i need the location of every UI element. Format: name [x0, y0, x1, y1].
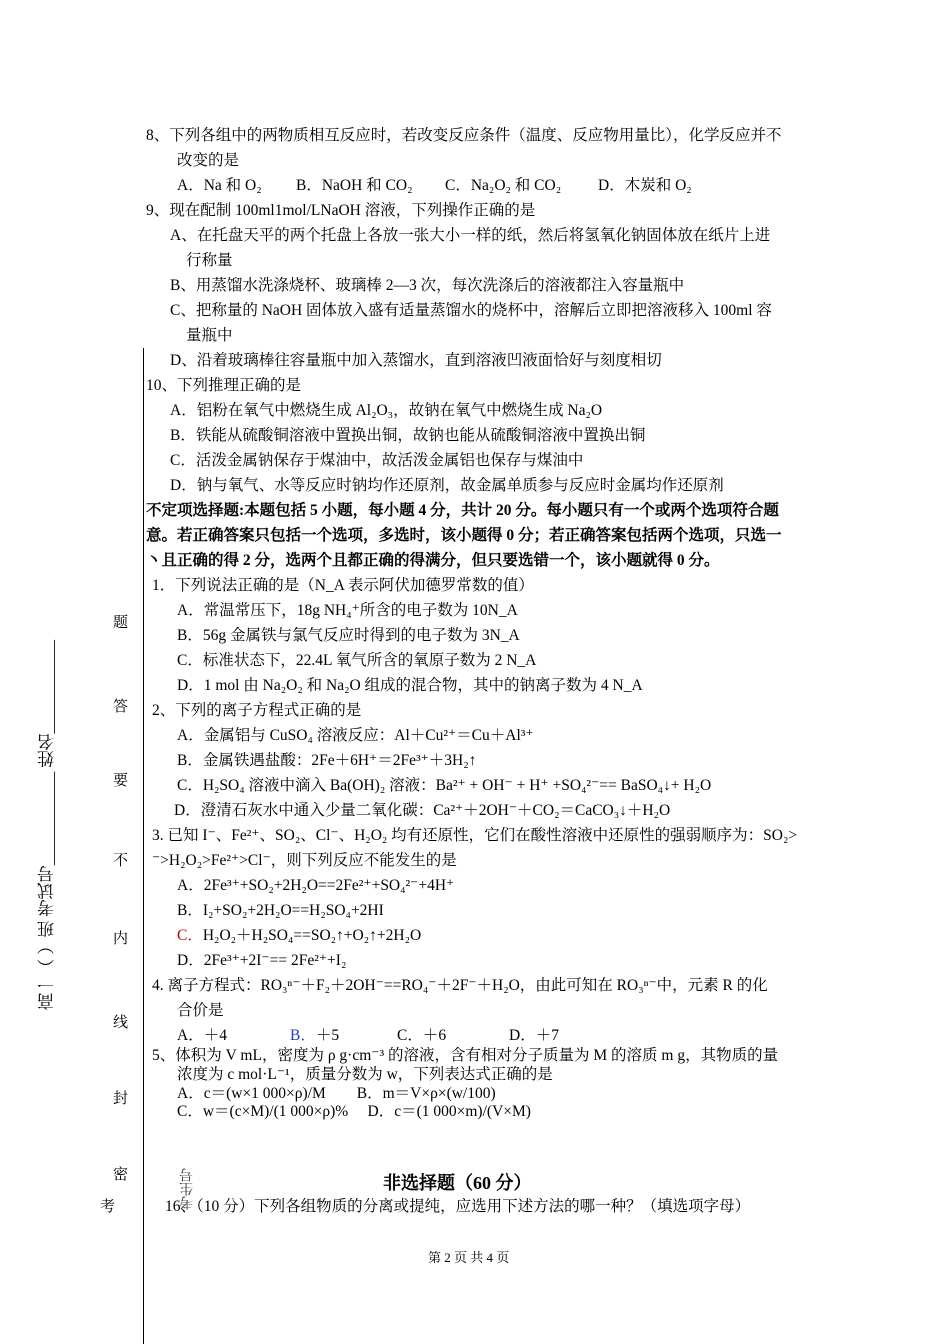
page-footer: 第 2 页 共 4 页 [428, 1250, 510, 1265]
q8-option-b: B．NaOH 和 CO₂ [296, 177, 413, 194]
m5-stem-line1: 5、体积为 V mL，密度为 ρ g·cm⁻³ 的溶液，含有相对分子质量为 M 的溶质 m g，其物质的量 [152, 1047, 779, 1064]
q8-stem-line2: 改变的是 [177, 152, 240, 169]
seal-char-4: 不 [113, 853, 129, 869]
m1-stem: 1．下列说法正确的是（N_A 表示阿伏加德罗常数的值） [152, 577, 534, 594]
q8-stem-line1: 8、下列各组中的两物质相互反应时，若改变反应条件（温度、反应物用量比），化学反应并不 [146, 127, 782, 144]
m3-option-c-letter: C． [177, 927, 203, 944]
seal-char-7: 封 [113, 1091, 129, 1107]
m2-option-c: C．H₂SO₄ 溶液中滴入 Ba(OH)₂ 溶液：Ba²⁺ + OH⁻ + H⁺ +SO₄²⁻== BaSO₄↓+ H₂O [177, 777, 712, 794]
part2-title: 非选择题（60 分） [383, 1173, 532, 1193]
m3-option-c-text: H₂O₂＋H₂SO₄==SO₂↑+O₂↑+2H₂O [202, 927, 422, 944]
q9-stem: 9、现在配制 100ml1mol/LNaOH 溶液，下列操作正确的是 [146, 202, 536, 219]
section-instruction-line2: 意。若正确答案只包括一个选项，多选时，该小题得 0 分；若正确答案包括两个选项，只选一 [146, 527, 782, 544]
m3-stem-line1: 3. 已知 I⁻、Fe²⁺、SO₂、Cl⁻、H₂O₂ 均有还原性，它们在酸性溶液中还原性的强弱顺序为：SO₂> [152, 827, 798, 844]
m2-stem: 2、下列的离子方程式正确的是 [152, 702, 362, 719]
m4-option-d: D．＋7 [509, 1027, 559, 1044]
q10-option-a: A．铝粉在氧气中燃烧生成 Al₂O₃，故钠在氧气中燃烧生成 Na₂O [170, 402, 603, 419]
seal-char-8: 密 [113, 1167, 129, 1183]
m4-stem-line1: 4. 离子方程式：RO₃ⁿ⁻＋F₂＋2OH⁻==RO₄⁻＋2F⁻＋H₂O，由此可知在 RO₃ⁿ⁻中，元素 R 的化 [152, 977, 768, 994]
seal-char-3: 要 [113, 773, 129, 789]
m4-option-b-letter: B． [290, 1027, 316, 1044]
q9-option-c-line1: C、把称量的 NaOH 固体放入盛有适量蒸馏水的烧杯中，溶解后立即把溶液移入 100ml 容 [170, 302, 772, 319]
m4-stem-line2: 合价是 [177, 1002, 224, 1019]
q10-option-d: D．钠与氧气、水等反应时钠均作还原剂，故金属单质参与反应时金属均作还原剂 [170, 477, 724, 494]
m4-option-a: A．＋4 [177, 1027, 227, 1044]
q10-option-c: C．活泼金属钠保存于煤油中，故活泼金属铝也保存与煤油中 [170, 452, 584, 469]
m1-option-d: D．1 mol 由 Na₂O₂ 和 Na₂O 组成的混合物，其中的钠离子数为 4 N_A [177, 677, 643, 694]
binding-line [143, 348, 144, 1344]
q8-option-a: A．Na 和 O₂ [177, 177, 262, 194]
m2-option-b: B．金属铁遇盐酸：2Fe＋6H⁺＝2Fe³⁺＋3H₂↑ [177, 752, 477, 769]
seal-char-2: 答 [113, 699, 129, 715]
q10-stem: 10、下列推理正确的是 [146, 377, 302, 394]
q9-option-d: D、沿着玻璃棒往容量瓶中加入蒸馏水，直到溶液凹液面恰好与刻度相切 [170, 352, 662, 369]
q10-option-b: B．铁能从硫酸铜溶液中置换出铜，故钠也能从硫酸铜溶液中置换出铜 [170, 427, 646, 444]
seal-char-6: 线 [113, 1015, 129, 1031]
m2-option-d: D．澄清石灰水中通入少量二氧化碳：Ca²⁺＋2OH⁻＋CO₂＝CaCO₃↓＋H₂O [174, 802, 671, 819]
q9-option-a-line2: 行称量 [186, 252, 233, 269]
q16-stem: 16、（10 分）下列各组物质的分离或提纯，应选用下述方法的哪一种？（填选项字母） [165, 1198, 751, 1215]
m4-option-c: C．＋6 [397, 1027, 447, 1044]
q8-option-d: D．木炭和 O₂ [598, 177, 692, 194]
margin-bottom-char: 考 [100, 1199, 116, 1215]
m3-option-b: B．I₂+SO₂+2H₂O==H₂SO₄+2HI [177, 902, 384, 919]
q9-option-c-line2: 量瓶中 [186, 327, 233, 344]
seal-char-5: 内 [113, 931, 129, 947]
section-instruction-line3: 丶且正确的得 2 分，选两个且都正确的得满分，但只要选错一个，该小题就得 0 分。 [146, 552, 720, 569]
class-id-name-line: 高一（ ）班 考试号___________ 姓名___________ [38, 640, 57, 1010]
m3-option-d: D．2Fe³⁺+2I⁻== 2Fe²⁺+I₂ [177, 952, 347, 969]
m3-stem-line2: ⁻>H₂O₂>Fe²⁺>Cl⁻，则下列反应不能发生的是 [152, 852, 457, 869]
seal-char-1: 题 [113, 615, 129, 631]
q8-option-c: C．Na₂O₂ 和 CO₂ [445, 177, 562, 194]
q9-option-b: B、用蒸馏水洗涤烧杯、玻璃棒 2—3 次，每次洗涤后的溶液都注入容量瓶中 [170, 277, 685, 294]
m4-option-b [290, 1026, 339, 1046]
m1-option-b: B．56g 金属铁与氯气反应时得到的电子数为 3N_A [177, 627, 520, 644]
m3-option-c [177, 926, 421, 946]
m5-options-ab: A．c＝(w×1 000×ρ)/M B．m＝V×ρ×(w/100) [177, 1085, 496, 1102]
m3-option-a: A．2Fe³⁺+SO₂+2H₂O==2Fe²⁺+SO₄²⁻+4H⁺ [177, 877, 455, 894]
m1-option-c: C．标准状态下，22.4L 氧气所含的氧原子数为 2 N_A [177, 652, 537, 669]
q9-option-a-line1: A、在托盘天平的两个托盘上各放一张大小一样的纸，然后将氢氧化钠固体放在纸片上进 [170, 227, 771, 244]
m5-options-cd: C．w＝(c×M)/(1 000×ρ)% D．c＝(1 000×m)/(V×M) [177, 1103, 531, 1120]
m4-option-b-text: ＋5 [315, 1027, 340, 1044]
m1-option-a: A．常温常压下，18g NH₄⁺所含的电子数为 10N_A [177, 602, 518, 619]
section-instruction-line1: 不定项选择题:本题包括 5 小题，每小题 4 分，共计 20 分。每小题只有一个或两个选项符合题 [146, 502, 779, 519]
kaosheng-label: 考生号 [180, 1168, 195, 1210]
m5-stem-line2: 浓度为 c mol·L⁻¹，质量分数为 w，下列表达式正确的是 [177, 1066, 553, 1083]
m2-option-a: A．金属铝与 CuSO₄ 溶液反应：Al＋Cu²⁺＝Cu＋Al³⁺ [177, 727, 534, 744]
